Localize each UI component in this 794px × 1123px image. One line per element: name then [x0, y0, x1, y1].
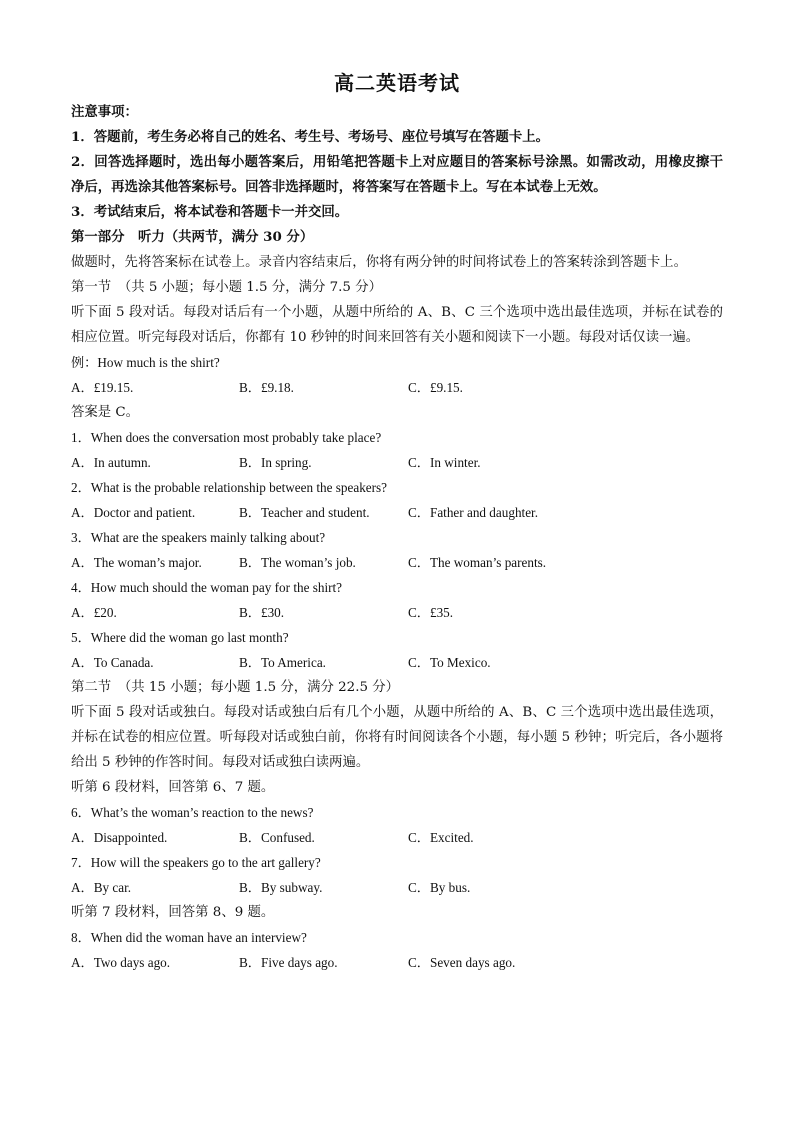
option-a: A．£20. [71, 605, 117, 620]
option-b: B．To America. [239, 655, 326, 670]
exam-title: 高二英语考试 [334, 71, 460, 95]
question-1: 1．When does the conversation most probably take place? [71, 430, 382, 445]
option-b: B．The woman’s job. [239, 555, 356, 570]
question-5: 5．Where did the woman go last month? [71, 630, 289, 645]
notice-item: 2．回答选择题时，选出每小题答案后，用铅笔把答题卡上对应题目的答案标号涂黑。如需改动，用橡皮擦干净后，再选涂其他答案标号。回答非选择题时，将答案写在答题卡上。写在本试卷上无效。 [71, 154, 723, 195]
notice-heading: 注意事项： [71, 104, 138, 120]
option-a: A．By car. [71, 880, 132, 895]
question-3: 3．What are the speakers mainly talking about? [71, 530, 326, 545]
section1-instruction: 听下面 5 段对话。每段对话后有一个小题，从题中所给的 A、B、C 三个选项中选出最佳选项，并标在试卷的相应位置。听完每段对话后，你都有 10 秒钟的时间来回答有关小题和阅读下一小题。每段对话仅读一遍。 [71, 305, 723, 345]
question-7-options [71, 875, 723, 900]
section2-instruction: 听下面 5 段对话或独白。每段对话或独白后有几个小题，从题中所给的 A、B、C 三个选项中选出最佳选项，并标在试卷的相应位置。听每段对话或独白前，你将有时间阅读各个小题，每小题 5 秒钟；听完后，各小题将给出 5 秒钟的作答时间。每段对话或独白读两遍。 [71, 705, 723, 770]
option-a: A．In autumn. [71, 455, 151, 470]
question-8-options [71, 950, 723, 975]
question-7: 7．How will the speakers go to the art gallery? [71, 855, 321, 870]
notice-item: 1．答题前，考生务必将自己的姓名、考生号、考场号、座位号填写在答题卡上。 [71, 129, 549, 145]
option-c: C．£9.15. [408, 380, 463, 395]
question-6: 6．What’s the woman’s reaction to the news? [71, 805, 314, 820]
option-a: A．Disappointed. [71, 830, 168, 845]
option-b: B．Confused. [239, 830, 315, 845]
question-4-options [71, 600, 723, 625]
option-c: C．Seven days ago. [408, 955, 516, 970]
section1-heading: 第一节 （共 5 小题；每小题 1.5 分，满分 7.5 分） [71, 280, 382, 295]
option-b: B．Five days ago. [239, 955, 338, 970]
example-question: 例：How much is the shirt? [71, 355, 220, 370]
material-7-intro: 听第 7 段材料，回答第 8、9 题。 [71, 905, 275, 920]
option-c: C．Father and daughter. [408, 505, 539, 520]
part1-instruction: 做题时，先将答案标在试卷上。录音内容结束后，你将有两分钟的时间将试卷上的答案转涂到答题卡上。 [71, 255, 687, 270]
section2-heading: 第二节 （共 15 小题；每小题 1.5 分，满分 22.5 分） [71, 680, 400, 695]
option-c: C．By bus. [408, 880, 471, 895]
option-a: A．To Canada. [71, 655, 154, 670]
option-b: B．In spring. [239, 455, 312, 470]
option-a: A．Doctor and patient. [71, 505, 196, 520]
option-b: B．£30. [239, 605, 285, 620]
option-c: C．Excited. [408, 830, 474, 845]
option-c: C．£35. [408, 605, 454, 620]
question-5-options [71, 650, 723, 675]
option-c: C．The woman’s parents. [408, 555, 547, 570]
option-b: B．£9.18. [239, 380, 294, 395]
part1-heading: 第一部分 听力（共两节，满分 30 分） [71, 229, 314, 245]
option-a: A．£19.15. [71, 380, 134, 395]
option-c: C．In winter. [408, 455, 481, 470]
option-b: B．By subway. [239, 880, 323, 895]
option-c: C．To Mexico. [408, 655, 491, 670]
exam-page [71, 66, 723, 975]
material-6-intro: 听第 6 段材料，回答第 6、7 题。 [71, 780, 275, 795]
question-1-options [71, 450, 723, 475]
question-6-options [71, 825, 723, 850]
notice-item: 3．考试结束后，将本试卷和答题卡一并交回。 [71, 204, 349, 220]
option-a: A．Two days ago. [71, 955, 171, 970]
option-a: A．The woman’s major. [71, 555, 202, 570]
example-answer: 答案是 C。 [71, 405, 140, 420]
question-3-options [71, 550, 723, 575]
question-2-options [71, 500, 723, 525]
question-8: 8．When did the woman have an interview? [71, 930, 307, 945]
question-2: 2．What is the probable relationship between the speakers? [71, 480, 388, 495]
question-4: 4．How much should the woman pay for the shirt? [71, 580, 343, 595]
option-b: B．Teacher and student. [239, 505, 370, 520]
example-options [71, 375, 723, 400]
